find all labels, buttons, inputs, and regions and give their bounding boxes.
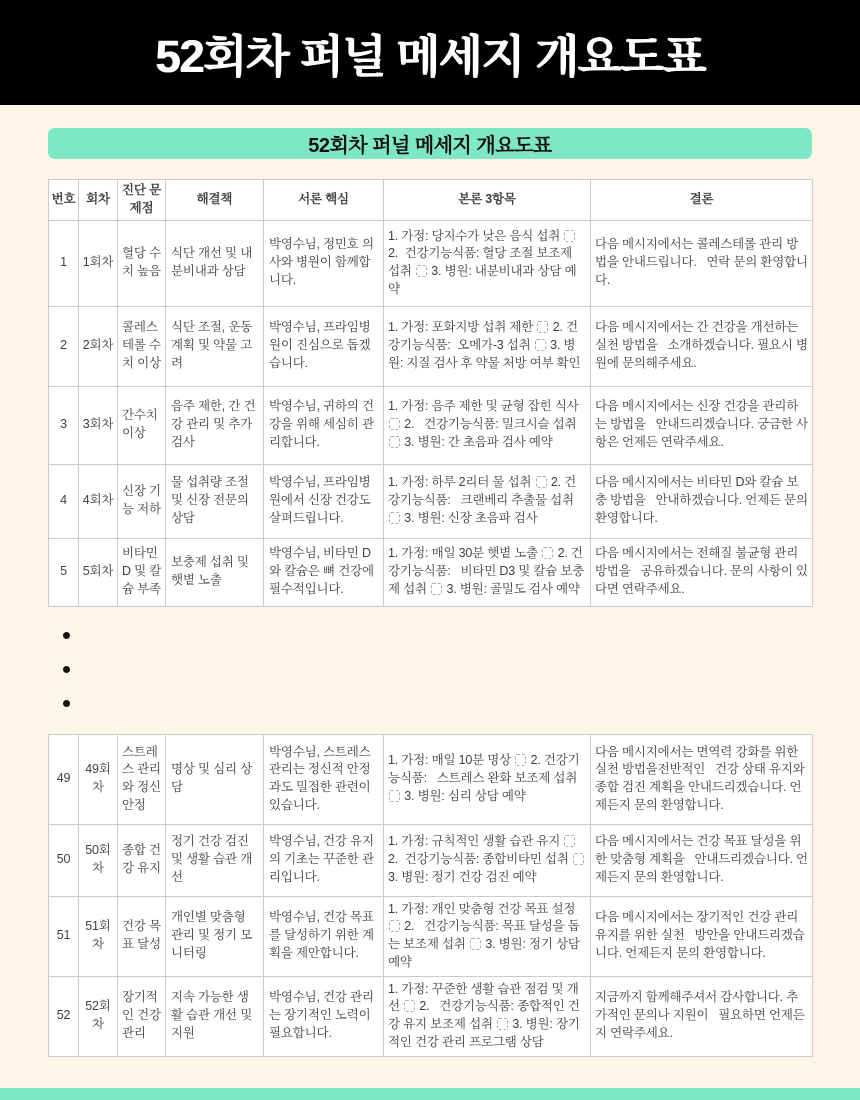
table-row [49,976,813,1056]
cell-round: 49회차 [79,734,118,824]
missing-glyph-icon [389,436,400,448]
missing-glyph-icon [389,920,400,932]
table-row [49,896,813,976]
cell-conclusion: 다음 메시지에서는 콜레스테롤 관리 방법을 안내드립니다. 연락 문의 환영합니다. [591,220,813,306]
subtitle-bar [48,128,812,159]
missing-glyph-icon [515,754,526,766]
cell-round: 1회차 [79,220,118,306]
cell-no: 52 [49,976,79,1056]
missing-glyph-icon [542,547,553,559]
cell-intro: 박영수님, 비타민 D와 칼슘은 뼈 건강에 필수적입니다. [264,538,384,606]
cell-body: 1. 가정: 규칙적인 생활 습관 유지 2. 건강기능식품: 종합비타민 섭취 3. 병원: 정기 건강 검진 예약 [384,824,591,896]
cell-round: 52회차 [79,976,118,1056]
cell-intro: 박영수님, 건강 목표를 달성하기 위한 계획을 제안합니다. [264,896,384,976]
cell-intro: 박영수님, 프라임병원이 진심으로 돕겠습니다. [264,306,384,386]
cell-round: 2회차 [79,306,118,386]
cell-problem: 종합 건강 유지 [118,824,166,896]
header-conclusion: 결론 [591,180,813,221]
ellipsis-dot [63,632,70,639]
cell-solution: 음주 제한, 간 건강 관리 및 추가 검사 [166,386,264,464]
cell-solution: 식단 개선 및 내분비내과 상담 [166,220,264,306]
cell-problem: 비타민 D 및 칼슘 부족 [118,538,166,606]
missing-glyph-icon [564,835,575,847]
missing-glyph-icon [389,512,400,524]
cell-round: 50회차 [79,824,118,896]
cell-intro: 박영수님, 건강 관리는 장기적인 노력이 필요합니다. [264,976,384,1056]
cell-conclusion: 다음 메시지에서는 신장 건강을 관리하는 방법을 안내드리겠습니다. 궁금한 사항은 언제든 연락주세요. [591,386,813,464]
cell-intro: 박영수님, 정민호 의사와 병원이 함께합니다. [264,220,384,306]
missing-glyph-icon [389,790,400,802]
cell-body: 1. 가정: 하루 2리터 물 섭취 2. 건강기능식품: 크랜베리 추출물 섭취 3. 병원: 신장 초음파 검사 [384,464,591,538]
cell-solution: 식단 조절, 운동 계획 및 약물 고려 [166,306,264,386]
missing-glyph-icon [536,476,547,488]
missing-glyph-icon [431,583,442,595]
cell-solution: 보충제 섭취 및 햇볕 노출 [166,538,264,606]
cell-solution: 정기 건강 검진 및 생활 습관 개선 [166,824,264,896]
cell-problem: 장기적인 건강 관리 [118,976,166,1056]
ellipsis-dots [63,632,860,707]
cell-body: 1. 가정: 꾸준한 생활 습관 점검 및 개선 2. 건강기능식품: 종합적인 건강 유지 보조제 섭취 3. 병원: 장기적인 건강 관리 프로그램 상담 [384,976,591,1056]
missing-glyph-icon [497,1018,508,1030]
overview-table-top [48,179,813,607]
cell-intro: 박영수님, 프라임병원에서 신장 건강도 살펴드립니다. [264,464,384,538]
cell-no: 4 [49,464,79,538]
cell-no: 50 [49,824,79,896]
table-row [49,464,813,538]
cell-solution: 명상 및 심리 상담 [166,734,264,824]
cell-body: 1. 가정: 음주 제한 및 균형 잡힌 식사 2. 건강기능식품: 밀크시슬 섭취 3. 병원: 간 초음파 검사 예약 [384,386,591,464]
table-row [49,734,813,824]
missing-glyph-icon [535,339,546,351]
cell-body: 1. 가정: 당지수가 낮은 음식 섭취 2. 건강기능식품: 혈당 조절 보조제 섭취 3. 병원: 내분비내과 상담 예약 [384,220,591,306]
missing-glyph-icon [470,938,481,950]
subtitle-text: 52회차 퍼널 메세지 개요도표 [308,135,552,157]
cell-problem: 콜레스테롤 수치 이상 [118,306,166,386]
cell-no: 2 [49,306,79,386]
title-banner [0,0,860,105]
cell-body: 1. 가정: 매일 10분 명상 2. 건강기능식품: 스트레스 완화 보조제 섭취 3. 병원: 심리 상담 예약 [384,734,591,824]
header-problem: 진단 문제점 [118,180,166,221]
cell-no: 49 [49,734,79,824]
header-round: 회차 [79,180,118,221]
cell-round: 5회차 [79,538,118,606]
page-title: 52회차 퍼널 메세지 개요도표 [155,31,705,82]
cell-conclusion: 다음 메시지에서는 전해질 불균형 관리 방법을 공유하겠습니다. 문의 사항이 있다면 연락주세요. [591,538,813,606]
cell-round: 3회차 [79,386,118,464]
missing-glyph-icon [564,230,575,242]
cell-intro: 박영수님, 귀하의 건강을 위해 세심히 관리합니다. [264,386,384,464]
cell-conclusion: 다음 메시지에서는 간 건강을 개선하는 실천 방법을 소개하겠습니다. 필요시 병원에 문의해주세요. [591,306,813,386]
ellipsis-dot [63,700,70,707]
cell-conclusion: 다음 메시지에서는 건강 목표 달성을 위한 맞춤형 계획을 안내드리겠습니다. 언제든지 문의 환영합니다. [591,824,813,896]
cell-no: 1 [49,220,79,306]
table-row [49,538,813,606]
missing-glyph-icon [404,1000,415,1012]
cell-intro: 박영수님, 건강 유지의 기초는 꾸준한 관리입니다. [264,824,384,896]
table-row [49,306,813,386]
cell-conclusion: 지금까지 함께해주셔서 감사합니다. 추가적인 문의나 지원이 필요하면 언제든지 연락주세요. [591,976,813,1056]
cell-round: 4회차 [79,464,118,538]
cell-intro: 박영수님, 스트레스 관리는 정신적 안정과도 밀접한 관련이 있습니다. [264,734,384,824]
header-solution: 해결책 [166,180,264,221]
ellipsis-dot [63,666,70,673]
missing-glyph-icon [416,265,427,277]
header-no: 번호 [49,180,79,221]
cell-body: 1. 가정: 개인 맞춤형 건강 목표 설정 2. 건강기능식품: 목표 달성을 돕는 보조제 섭취 3. 병원: 정기 상담 예약 [384,896,591,976]
cell-solution: 지속 가능한 생활 습관 개선 및 지원 [166,976,264,1056]
table-header-row [49,180,813,221]
table-row [49,386,813,464]
cell-problem: 신장 기능 저하 [118,464,166,538]
table-row [49,824,813,896]
cell-round: 51회차 [79,896,118,976]
cell-solution: 개인별 맞춤형 관리 및 정기 모니터링 [166,896,264,976]
cell-conclusion: 다음 메시지에서는 비타민 D와 칼슘 보충 방법을 안내하겠습니다. 언제든 문의 환영합니다. [591,464,813,538]
cell-no: 5 [49,538,79,606]
cell-body: 1. 가정: 매일 30분 햇볕 노출 2. 건강기능식품: 비타민 D3 및 칼슘 보충제 섭취 3. 병원: 골밀도 검사 예약 [384,538,591,606]
cell-problem: 간수치 이상 [118,386,166,464]
header-intro: 서론 핵심 [264,180,384,221]
cell-solution: 물 섭취량 조절 및 신장 전문의 상담 [166,464,264,538]
cell-problem: 혈당 수치 높음 [118,220,166,306]
cell-no: 3 [49,386,79,464]
table-row [49,220,813,306]
cell-problem: 스트레스 관리와 정신 안정 [118,734,166,824]
header-body: 본론 3항목 [384,180,591,221]
cell-problem: 건강 목표 달성 [118,896,166,976]
cell-conclusion: 다음 메시지에서는 면역력 강화를 위한 실천 방법을전반적인 건강 상태 유지와 종합 검진 계획을 안내드리겠습니다. 언제든지 문의 환영합니다. [591,734,813,824]
cell-body: 1. 가정: 포화지방 섭취 제한 2. 건강기능식품: 오메가-3 섭취 3. 병원: 지질 검사 후 약물 처방 여부 확인 [384,306,591,386]
footer-accent-bar [0,1088,860,1100]
cell-no: 51 [49,896,79,976]
cell-conclusion: 다음 메시지에서는 장기적인 건강 관리 유지를 위한 실천 방안을 안내드리겠습니다. 언제든지 문의 환영합니다. [591,896,813,976]
missing-glyph-icon [389,418,400,430]
missing-glyph-icon [573,853,584,865]
overview-table-bottom [48,734,813,1057]
missing-glyph-icon [537,321,548,333]
